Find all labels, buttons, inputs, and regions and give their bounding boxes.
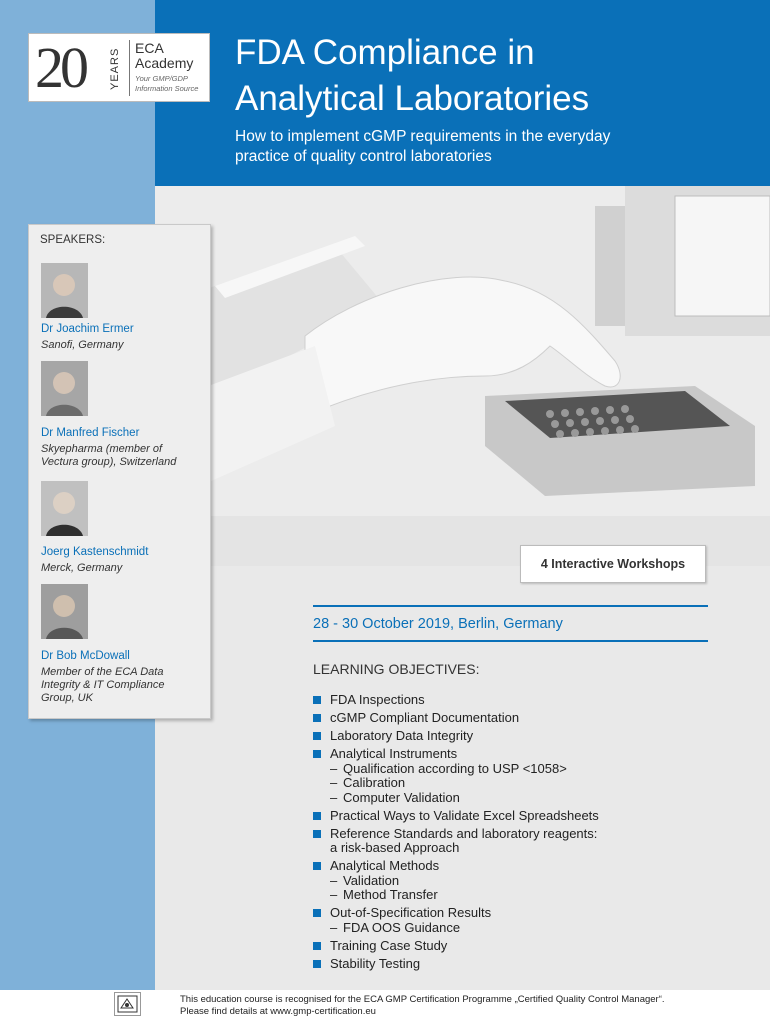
logo-tagline-2: Information Source <box>135 84 199 93</box>
logo-anniversary-number: 20 <box>35 35 85 100</box>
event-date-location: 28 - 30 October 2019, Berlin, Germany <box>313 616 563 632</box>
learning-objective-text: Analytical Instruments <box>330 745 458 761</box>
square-bullet-icon <box>313 862 321 870</box>
learning-objectives-heading: LEARNING OBJECTIVES: <box>313 661 480 677</box>
learning-objectives-list <box>313 693 713 975</box>
footer-note <box>180 994 740 1018</box>
speaker-photo-1 <box>41 263 88 318</box>
speaker-affiliation-4 <box>41 666 206 705</box>
square-bullet-icon <box>313 714 321 722</box>
learning-objective-text: Analytical Methods <box>330 858 440 874</box>
learning-objective-item <box>313 859 713 903</box>
square-bullet-icon <box>313 960 321 968</box>
subtitle-line-1: How to implement cGMP requirements in the everyday <box>235 128 611 145</box>
certification-icon <box>114 992 141 1016</box>
dash-marker: – <box>330 760 338 776</box>
logo-years-label: YEARS <box>109 47 121 91</box>
speaker-affiliation-4-line-1: Member of the ECA Data <box>41 666 164 678</box>
speaker-name-2: Dr Manfred Fischer <box>41 427 140 439</box>
logo-eca-text: ECA <box>135 40 164 56</box>
speaker-affiliation-4-line-2: Integrity & IT Compliance <box>41 679 165 691</box>
learning-objective-text: FDA Inspections <box>330 692 425 707</box>
workshops-badge: 4 Interactive Workshops <box>520 545 706 583</box>
speaker-affiliation-2-line-2: Vectura group), Switzerland <box>41 456 177 468</box>
square-bullet-icon <box>313 750 321 758</box>
learning-objective-subitem <box>330 921 713 936</box>
dash-marker: – <box>330 775 338 791</box>
learning-objective-text: Reference Standards and laboratory reagents: <box>330 825 598 841</box>
learning-objective-subitem <box>330 791 713 806</box>
learning-objective-subitem-text: Qualification according to USP <1058> <box>343 760 567 776</box>
learning-objective-text: cGMP Compliant Documentation <box>330 709 520 725</box>
speaker-photo-2 <box>41 361 88 416</box>
learning-objective-item <box>313 711 713 726</box>
dash-marker: – <box>330 872 338 888</box>
speaker-affiliation-4-line-3: Group, UK <box>41 692 93 704</box>
footer-line-1: This education course is recognised for the ECA GMP Certification Programme „Certified Quality Control Manager“. <box>180 994 665 1005</box>
learning-objective-item <box>313 809 713 824</box>
speaker-affiliation-1 <box>41 339 206 352</box>
learning-objective-subitem-text: Calibration <box>343 775 406 791</box>
learning-objective-item <box>313 906 713 935</box>
dash-marker: – <box>330 887 338 903</box>
speaker-name-4: Dr Bob McDowall <box>41 650 130 662</box>
learning-objective-subitem <box>330 762 713 777</box>
learning-objective-subitem <box>330 776 713 791</box>
title-line-1: FDA Compliance in <box>235 33 535 72</box>
speaker-affiliation-2-line-1: Skyepharma (member of <box>41 443 163 455</box>
learning-objective-item <box>313 957 713 972</box>
learning-objective-text: Practical Ways to Validate Excel Spreadsheets <box>330 807 599 823</box>
learning-objective-item <box>313 747 713 805</box>
square-bullet-icon <box>313 732 321 740</box>
square-bullet-icon <box>313 812 321 820</box>
dash-marker: – <box>330 920 338 936</box>
speaker-photo-4 <box>41 584 88 639</box>
speaker-affiliation-3-line-1: Merck, Germany <box>41 562 123 574</box>
learning-objective-subitem <box>330 874 713 889</box>
logo-divider <box>129 40 130 96</box>
subtitle-line-2: practice of quality control laboratories <box>235 148 492 165</box>
page-title <box>235 30 755 122</box>
learning-objective-subitem-text: Method Transfer <box>343 887 438 903</box>
title-line-2: Analytical Laboratories <box>235 79 590 118</box>
learning-objective-subitem-text: Validation <box>343 872 400 888</box>
eca-academy-logo <box>28 33 210 102</box>
dash-marker: – <box>330 789 338 805</box>
learning-objective-text: Out-of-Specification Results <box>330 905 492 921</box>
speaker-name-1: Dr Joachim Ermer <box>41 323 134 335</box>
date-divider-top <box>313 605 708 607</box>
learning-objective-item <box>313 693 713 708</box>
logo-tagline-1: Your GMP/GDP <box>135 74 188 83</box>
learning-objective-text: Laboratory Data Integrity <box>330 727 474 743</box>
learning-objective-item <box>313 729 713 744</box>
square-bullet-icon <box>313 942 321 950</box>
logo-academy-text: Academy <box>135 55 194 71</box>
speaker-name-3: Joerg Kastenschmidt <box>41 546 149 558</box>
speaker-affiliation-2 <box>41 443 206 469</box>
square-bullet-icon <box>313 696 321 704</box>
learning-objective-text-continued: a risk-based Approach <box>330 840 460 856</box>
speakers-box <box>28 224 211 719</box>
learning-objective-subitem-text: FDA OOS Guidance <box>343 920 461 936</box>
learning-objective-subitem <box>330 888 713 903</box>
page-subtitle <box>235 127 755 167</box>
learning-objective-item <box>313 939 713 954</box>
speaker-affiliation-1-line-1: Sanofi, Germany <box>41 339 124 351</box>
learning-objective-text: Training Case Study <box>330 938 448 954</box>
square-bullet-icon <box>313 909 321 917</box>
speaker-affiliation-3 <box>41 562 206 575</box>
speaker-photo-3 <box>41 481 88 536</box>
learning-objective-text: Stability Testing <box>330 956 421 972</box>
date-divider-bottom <box>313 640 708 642</box>
square-bullet-icon <box>313 830 321 838</box>
learning-objective-item <box>313 827 713 856</box>
learning-objective-subitem-text: Computer Validation <box>343 789 460 805</box>
speakers-heading: SPEAKERS: <box>40 234 106 246</box>
laboratory-photo <box>155 186 770 566</box>
footer-line-2: Please find details at www.gmp-certification.eu <box>180 1006 376 1017</box>
